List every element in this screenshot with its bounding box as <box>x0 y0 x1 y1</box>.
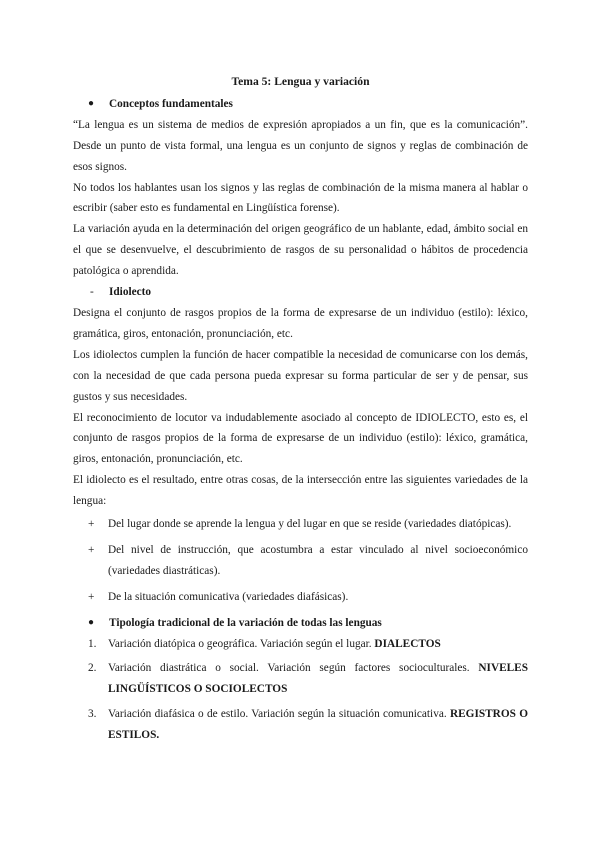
document-body <box>73 72 528 750</box>
list-item <box>73 704 528 746</box>
section-heading-tipologia <box>73 613 528 634</box>
list-item-text: Variación diatópica o geográfica. Variación según el lugar. <box>108 637 375 650</box>
list-item-bold: NIVELES LINGÜÍSTICOS O SOCIOLECTOS <box>108 662 528 696</box>
paragraph: “La lengua es un sistema de medios de expresión apropiados a un fin, que es la comunicación”. Desde un punto de vista formal, una lengua es un conjunto de signos y reglas de combinación de esos signos. <box>73 118 528 173</box>
section-heading-conceptos <box>73 94 528 115</box>
variedades-list <box>73 514 528 608</box>
paragraph: No todos los hablantes usan los signos y las reglas de combinación de la misma manera al hablar o escribir (saber esto es fundamental en Lingüística forense). <box>73 181 528 215</box>
plus-icon: + <box>88 590 95 603</box>
bullet-icon: ● <box>88 97 95 109</box>
bullet-icon: ● <box>88 616 95 628</box>
paragraph: La variación ayuda en la determinación del origen geográfico de un hablante, edad, ámbito social en el que se desenvuelve, el descubrimiento de rasgos de su personalidad o hábitos de procedencia patológica o aprendida. <box>73 223 528 278</box>
dash-icon: - <box>90 286 94 299</box>
paragraph: Designa el conjunto de rasgos propios de la forma de expresarse de un individuo (estilo): léxico, gramática, giros, entonación, pronunciación, etc. <box>73 306 528 340</box>
section-heading-text: Tipología tradicional de la variación de todas las lenguas <box>109 616 382 629</box>
section-heading-text: Conceptos fundamentales <box>109 97 233 110</box>
paragraph: El reconocimiento de locutor va indudablemente asociado al concepto de IDIOLECTO, esto es, el conjunto de rasgos propios de la forma de expresarse de un individuo (estilo): léxico, gramática, giros, entonación, pronunciación, etc. <box>73 411 528 466</box>
plus-icon: + <box>88 543 95 556</box>
list-item-text: Del lugar donde se aprende la lengua y del lugar en que se reside (variedades diatópicas). <box>108 518 512 531</box>
subsection-heading-text: Idiolecto <box>109 286 152 299</box>
list-item-text: Variación diastrática o social. Variación según factores socioculturales. <box>108 662 479 675</box>
paragraph: Los idiolectos cumplen la función de hacer compatible la necesidad de comunicarse con los demás, con la necesidad de que cada persona pueda expresar su forma particular de ser y de pensar, sus gustos y sus necesidades. <box>73 348 528 403</box>
plus-icon: + <box>88 518 95 531</box>
list-item-text: Variación diafásica o de estilo. Variación según la situación comunicativa. <box>108 708 450 721</box>
list-item-text: Del nivel de instrucción, que acostumbra a estar vinculado al nivel socioeconómico (variedades diastráticas). <box>108 543 528 577</box>
list-item <box>73 514 528 535</box>
subsection-heading-idiolecto <box>73 282 528 303</box>
list-item-bold: DIALECTOS <box>374 637 441 650</box>
list-item <box>73 658 528 700</box>
list-item <box>73 634 528 655</box>
list-number: 2. <box>88 662 97 675</box>
list-item-text: De la situación comunicativa (variedades diafásicas). <box>108 590 349 603</box>
list-item <box>73 540 528 582</box>
list-item <box>73 587 528 608</box>
list-number: 1. <box>88 637 97 650</box>
document-title: Tema 5: Lengua y variación <box>231 75 370 88</box>
list-item-bold: REGISTROS O ESTILOS. <box>108 708 528 742</box>
list-number: 3. <box>88 708 97 721</box>
tipologia-list <box>73 634 528 747</box>
paragraph: El idiolecto es el resultado, entre otras cosas, de la intersección entre las siguientes variedades de la lengua: <box>73 474 528 508</box>
